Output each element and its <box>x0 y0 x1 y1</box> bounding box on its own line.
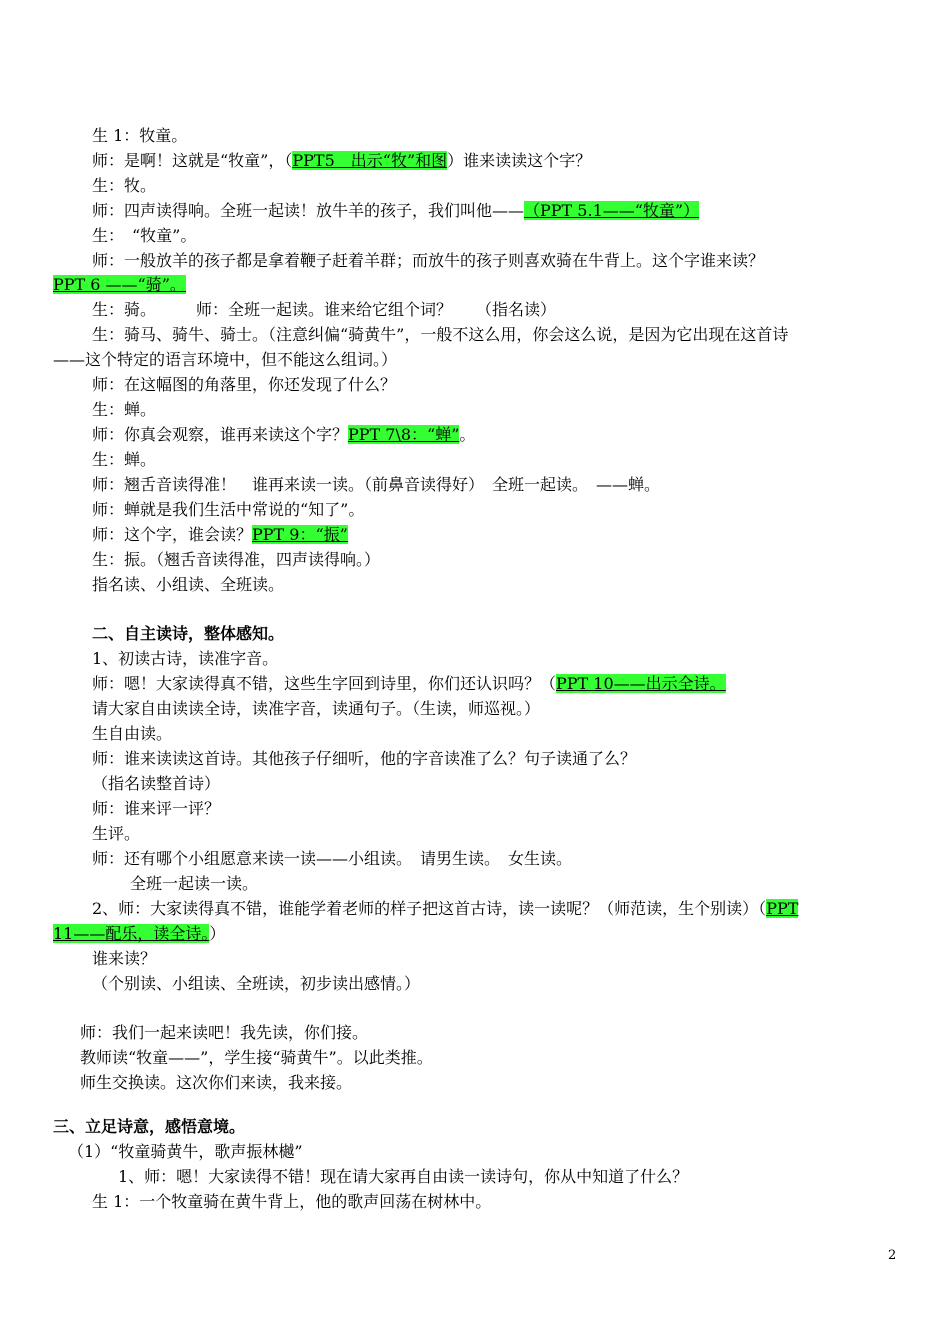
ppt-highlight: 11——配乐，读全诗。 <box>53 924 210 943</box>
text-line: 谁来读？ <box>92 949 157 968</box>
text-line: 11——配乐，读全诗。） <box>53 924 226 943</box>
text-line: 师：一般放羊的孩子都是拿着鞭子赶着羊群；而放牛的孩子则喜欢骑在牛背上。这个字谁来读？ <box>92 251 765 270</box>
text-line: 师：嗯！大家读得真不错，这些生字回到诗里，你们还认识吗？（PPT 10——出示全诗。 <box>92 674 726 693</box>
text-line: 生：振。（翘舌音读得准，四声读得响。） <box>92 550 381 569</box>
text-line: 生：蝉。 <box>92 450 157 469</box>
text-line: 教师读“牧童——”，学生接“骑黄牛”。以此类推。 <box>80 1048 433 1067</box>
text-line: 生自由读。 <box>92 724 173 743</box>
ppt-highlight: PPT 7\8：“蝉” <box>348 425 460 444</box>
text-line: ——这个特定的语言环境中，但不能这么组词。） <box>53 350 398 369</box>
text-line: 请大家自由读读全诗，读准字音，读通句子。（生读，师巡视。） <box>92 699 541 718</box>
text-line: 生评。 <box>92 824 141 843</box>
text-line: 全班一起读一读。 <box>130 874 259 893</box>
section-heading: 二、自主读诗，整体感知。 <box>92 624 285 643</box>
text-line: 生： “牧童”。 <box>92 226 197 245</box>
text-line: 师：这个字，谁会读？PPT 9：“振” <box>92 525 348 544</box>
text-line: 师：还有哪个小组愿意来读一读——小组读。 请男生读。 女生读。 <box>92 849 573 868</box>
text-line: 师：我们一起来读吧！我先读，你们接。 <box>80 1023 369 1042</box>
page-number: 2 <box>888 1248 897 1263</box>
text-line: 指名读、小组读、全班读。 <box>92 575 285 594</box>
text-line: 师生交换读。这次你们来读，我来接。 <box>80 1073 353 1092</box>
text-line: 生：骑马、骑牛、骑士。（注意纠偏“骑黄牛”，一般不这么用，你会这么说，是因为它出现在这首诗 <box>92 325 789 344</box>
ppt-highlight: PPT 6 ——“骑”。 <box>53 275 186 294</box>
text-line <box>53 274 186 296</box>
ppt-highlight: PPT <box>766 899 799 918</box>
text-line: 生：蝉。 <box>92 400 157 419</box>
text-line: 生 1：牧童。 <box>92 126 188 145</box>
text-line: （指名读整首诗） <box>92 774 221 793</box>
section-heading: 三、立足诗意，感悟意境。 <box>53 1117 246 1136</box>
text-line: 生：骑。 师：全班一起读。谁来给它组个词？ （指名读） <box>92 300 557 319</box>
text-line: 生 1：一个牧童骑在黄牛背上，他的歌声回荡在树林中。 <box>92 1192 492 1211</box>
text-line: 师：翘舌音读得准！ 谁再来读一读。（前鼻音读得好） 全班一起读。 ——蝉。 <box>92 475 661 494</box>
text-line: 2、师：大家读得真不错，谁能学着老师的样子把这首古诗，读一读呢？（师范读，生个别读）（PPT <box>92 899 799 918</box>
text-line: 师：蝉就是我们生活中常说的“知了”。 <box>92 500 365 519</box>
text-line: （个别读、小组读、全班读，初步读出感情。） <box>92 974 421 993</box>
text-line: 师：是啊！这就是“牧童”，（PPT5 出示“牧”和图）谁来读读这个字？ <box>92 151 592 170</box>
text-line: 师：在这幅图的角落里，你还发现了什么？ <box>92 375 397 394</box>
text-line: 师：谁来评一评？ <box>92 799 221 818</box>
text-line: 师：谁来读读这首诗。其他孩子仔细听，他的字音读准了么？句子读通了么？ <box>92 749 637 768</box>
text-line: 师：你真会观察，谁再来读这个字？PPT 7\8：“蝉”。 <box>92 425 476 444</box>
ppt-highlight: （PPT 5.1——“牧童”） <box>524 201 700 220</box>
text-line: 1、师：嗯！大家读得不错！现在请大家再自由读一读诗句，你从中知道了什么？ <box>118 1167 689 1186</box>
ppt-highlight: PPT5 出示“牧”和图 <box>292 151 448 170</box>
text-line: 1、初读古诗，读准字音。 <box>92 649 279 668</box>
text-line: （1）“牧童骑黄牛，歌声振林樾” <box>68 1142 303 1161</box>
text-line: 生：牧。 <box>92 176 157 195</box>
ppt-highlight: PPT 9：“振” <box>252 525 348 544</box>
text-line: 师：四声读得响。全班一起读！放牛羊的孩子，我们叫他——（PPT 5.1——“牧童”） <box>92 201 700 220</box>
ppt-highlight: PPT 10——出示全诗。 <box>556 674 726 693</box>
